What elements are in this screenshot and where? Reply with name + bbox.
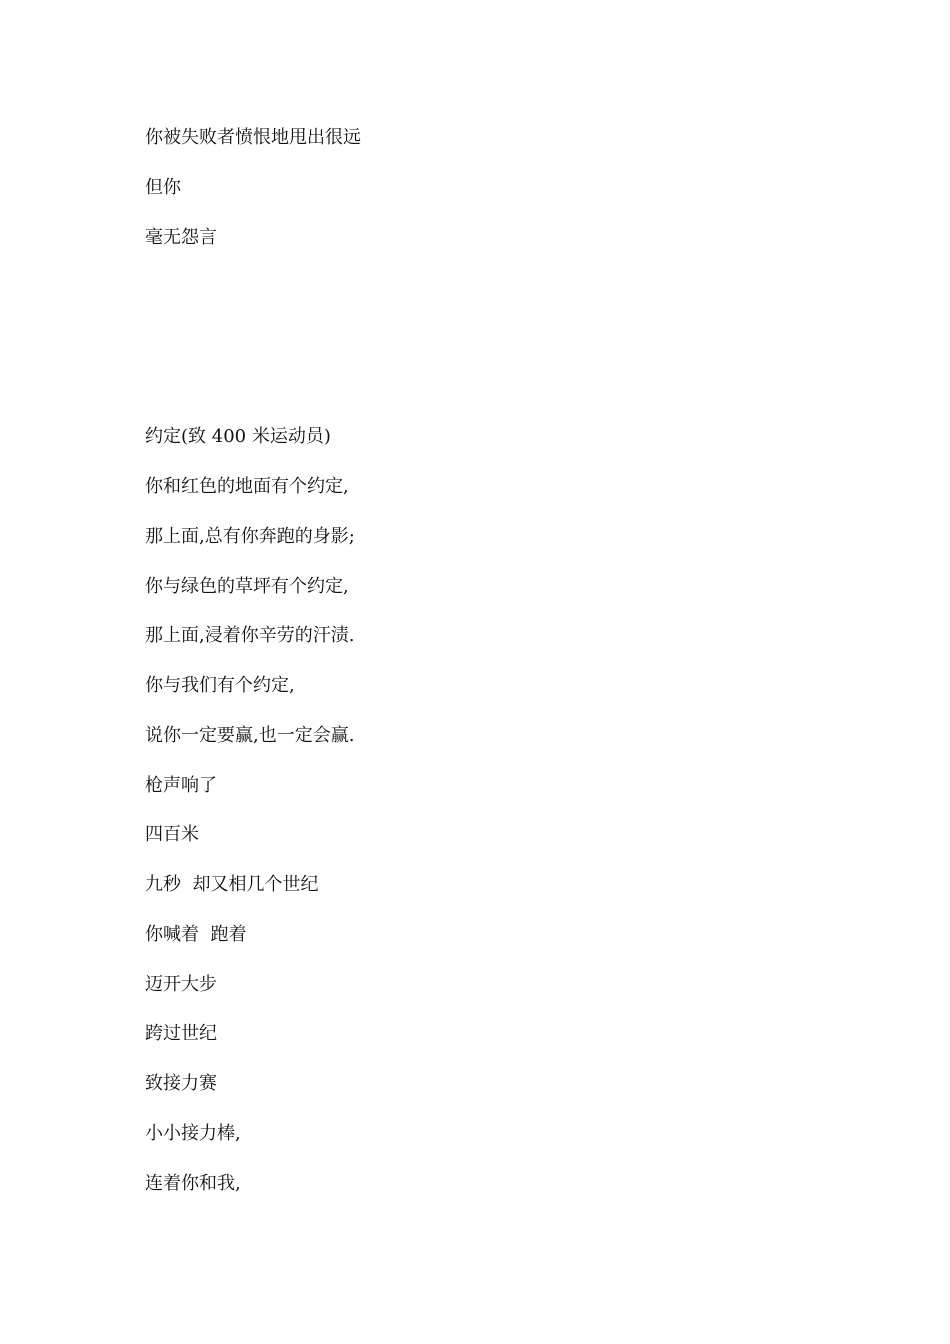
poem-line: 小小接力棒, xyxy=(145,1123,241,1144)
poem-line: 你与我们有个约定, xyxy=(145,675,295,696)
poem-line: 那上面,总有你奔跑的身影; xyxy=(145,526,355,547)
poem-line: 你喊着 跑着 xyxy=(145,924,247,945)
poem-line: 连着你和我, xyxy=(145,1173,241,1194)
poem-line: 那上面,浸着你辛劳的汗渍. xyxy=(145,625,355,646)
poem-line: 你被失败者愤恨地甩出很远 xyxy=(145,127,361,148)
poem-line: 跨过世纪 xyxy=(145,1023,217,1044)
poem-line: 九秒 却又相几个世纪 xyxy=(145,874,319,895)
poem-line: 枪声响了 xyxy=(145,775,217,796)
poem-line: 但你 xyxy=(145,177,181,198)
poem-line: 迈开大步 xyxy=(145,974,217,995)
poem-line: 你与绿色的草坪有个约定, xyxy=(145,576,349,597)
poem-line: 四百米 xyxy=(145,824,199,845)
poem-line: 你和红色的地面有个约定, xyxy=(145,476,349,497)
poem-title: 致接力赛 xyxy=(145,1073,217,1094)
poem-line: 毫无怨言 xyxy=(145,227,217,248)
poem-line: 说你一定要赢,也一定会赢. xyxy=(145,725,355,746)
poem-title: 约定(致 400 米运动员) xyxy=(145,426,331,447)
